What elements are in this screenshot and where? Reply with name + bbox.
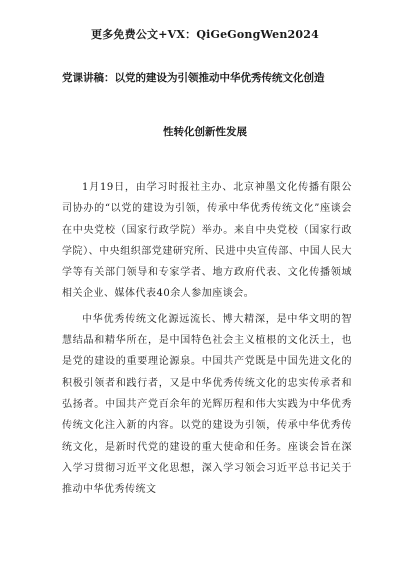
- document-title-line-1: 党课讲稿：以党的建设为引领推动中华优秀传统文化创造: [62, 72, 325, 84]
- body-paragraph-1: 1月19日，由学习时报社主办、北京神墨文化传播有限公司协办的“以党的建设为引领，传承中华优秀传统文化”座谈会在中央党校（国家行政学院）举办。来自中央党校（国家行政学院）、中央组织部党建研究所、民进中央宣传部、中国人民大学等有关部门领导和专家学者、地方政府代表、文化传播领域相关企业、媒体代表40余人参加座谈会。: [62, 182, 352, 300]
- document-body: [62, 177, 352, 500]
- body-paragraph-2: 中华优秀传统文化源远流长、博大精深，是中华文明的智慧结晶和精华所在，是中国特色社会主义植根的文化沃土，也是党的建设的重要理论源泉。中国共产党既是中国先进文化的积极引领者和践行者，又是中华优秀传统文化的忠实传承者和弘扬者。中国共产党百余年的光辉历程和伟大实践为中华优秀传统文化注入新的内容。以党的建设为引领，传承中华优秀传统文化，是新时代党的建设的重大使命和任务。座谈会旨在深入学习贯彻习近平文化思想，深入学习领会习近平总书记关于推动中华优秀传统文: [62, 313, 352, 496]
- watermark-header: 更多免费公文+VX：QiGeGongWen2024: [91, 28, 319, 41]
- document-title-line-2: 性转化创新性发展: [163, 126, 247, 138]
